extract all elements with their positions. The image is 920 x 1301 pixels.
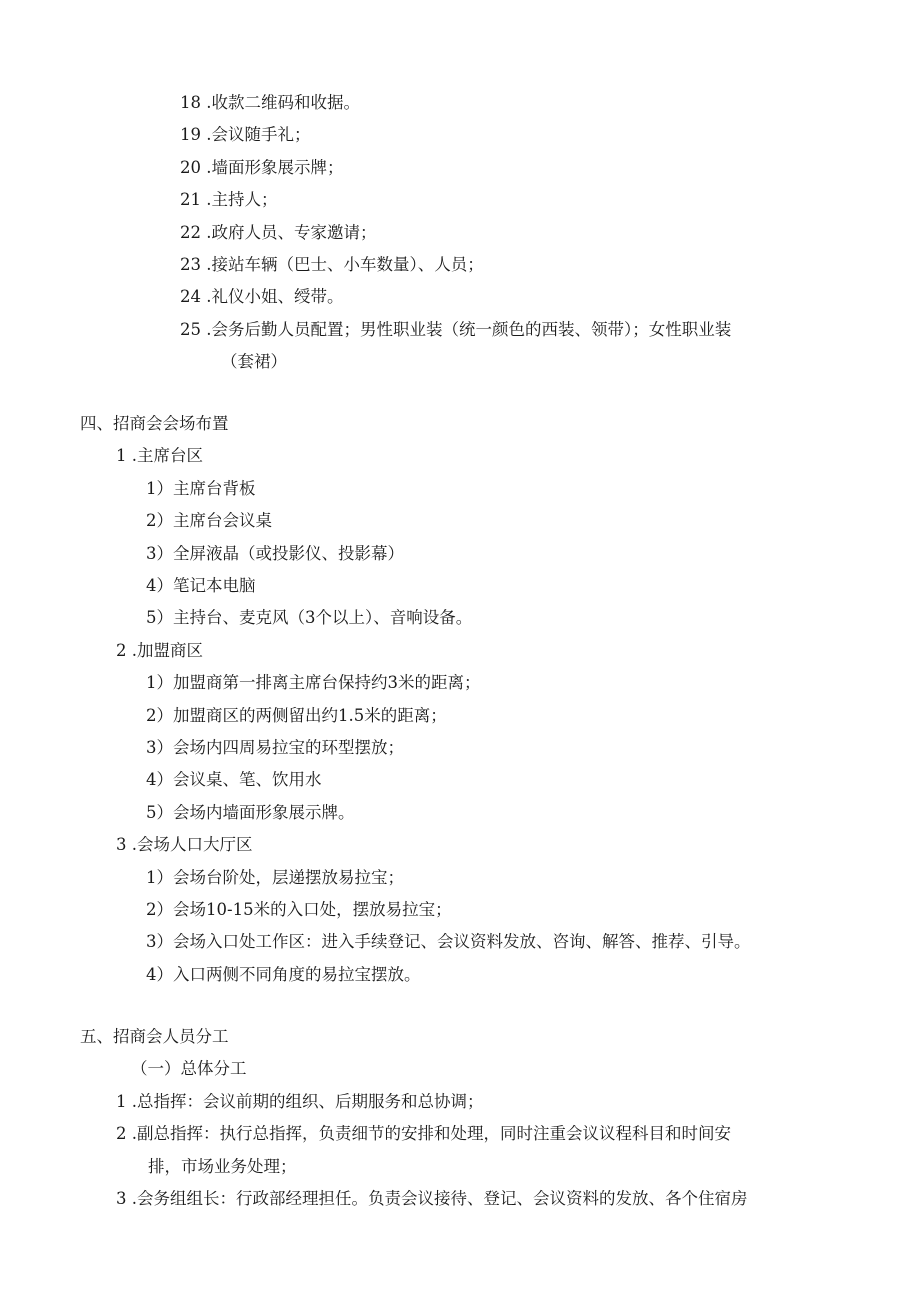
list-item: 3）会场内四周易拉宝的环型摆放；	[146, 738, 404, 757]
list-item-continuation: （套裙）	[221, 352, 287, 371]
list-item: 21 .主持人；	[180, 190, 278, 209]
list-item: 1）会场台阶处，层递摆放易拉宝；	[146, 868, 404, 887]
section-heading: 五、招商会人员分工	[80, 1027, 229, 1046]
list-item: 5）会场内墙面形象展示牌。	[146, 803, 355, 822]
list-item: 1）加盟商第一排离主席台保持约3米的距离；	[146, 673, 481, 692]
list-item: 2）会场10-15米的入口处，摆放易拉宝；	[146, 900, 452, 919]
list-item: 4）笔记本电脑	[146, 576, 256, 595]
section-heading: 四、招商会会场布置	[80, 414, 229, 433]
list-item: 4）入口两侧不同角度的易拉宝摆放。	[146, 965, 421, 984]
list-item: 25 .会务后勤人员配置；男性职业装（统一颜色的西装、领带）；女性职业装	[180, 320, 732, 339]
group-label: （一）总体分工	[131, 1059, 247, 1078]
list-item: 1 .总指挥：会议前期的组织、后期服务和总协调；	[116, 1092, 484, 1111]
list-item: 1）主席台背板	[146, 479, 256, 498]
list-item: 3）全屏液晶（或投影仪、投影幕）	[146, 544, 404, 563]
list-item: 4）会议桌、笔、饮用水	[146, 770, 322, 789]
list-item: 22 .政府人员、专家邀请；	[180, 223, 377, 242]
list-item: 23 .接站车辆（巴士、小车数量）、人员；	[180, 255, 484, 274]
list-item: 2 .副总指挥：执行总指挥，负责细节的安排和处理，同时注重会议议程科目和时间安	[116, 1124, 731, 1143]
list-item: 2）主席台会议桌	[146, 511, 272, 530]
list-item: 2）加盟商区的两侧留出约1.5米的距离；	[146, 706, 447, 725]
list-item: 3 .会务组组长：行政部经理担任。负责会议接待、登记、会议资料的发放、各个住宿房	[116, 1189, 748, 1208]
subsection-label: 3 .会场人口大厅区	[116, 835, 253, 854]
subsection-label: 1 .主席台区	[116, 446, 203, 465]
list-item: 19 .会议随手礼；	[180, 125, 311, 144]
subsection-label: 2 .加盟商区	[116, 641, 203, 660]
list-item: 24 .礼仪小姐、绶带。	[180, 287, 344, 306]
list-item: 18 .收款二维码和收据。	[180, 93, 360, 112]
list-item: 3）会场入口处工作区：进入手续登记、会议资料发放、咨询、解答、推荐、引导。	[146, 932, 751, 951]
list-item: 5）主持台、麦克风（3个以上）、音响设备。	[146, 608, 473, 627]
list-item: 20 .墙面形象展示牌；	[180, 158, 344, 177]
list-item-continuation: 排，市场业务处理；	[148, 1157, 297, 1176]
